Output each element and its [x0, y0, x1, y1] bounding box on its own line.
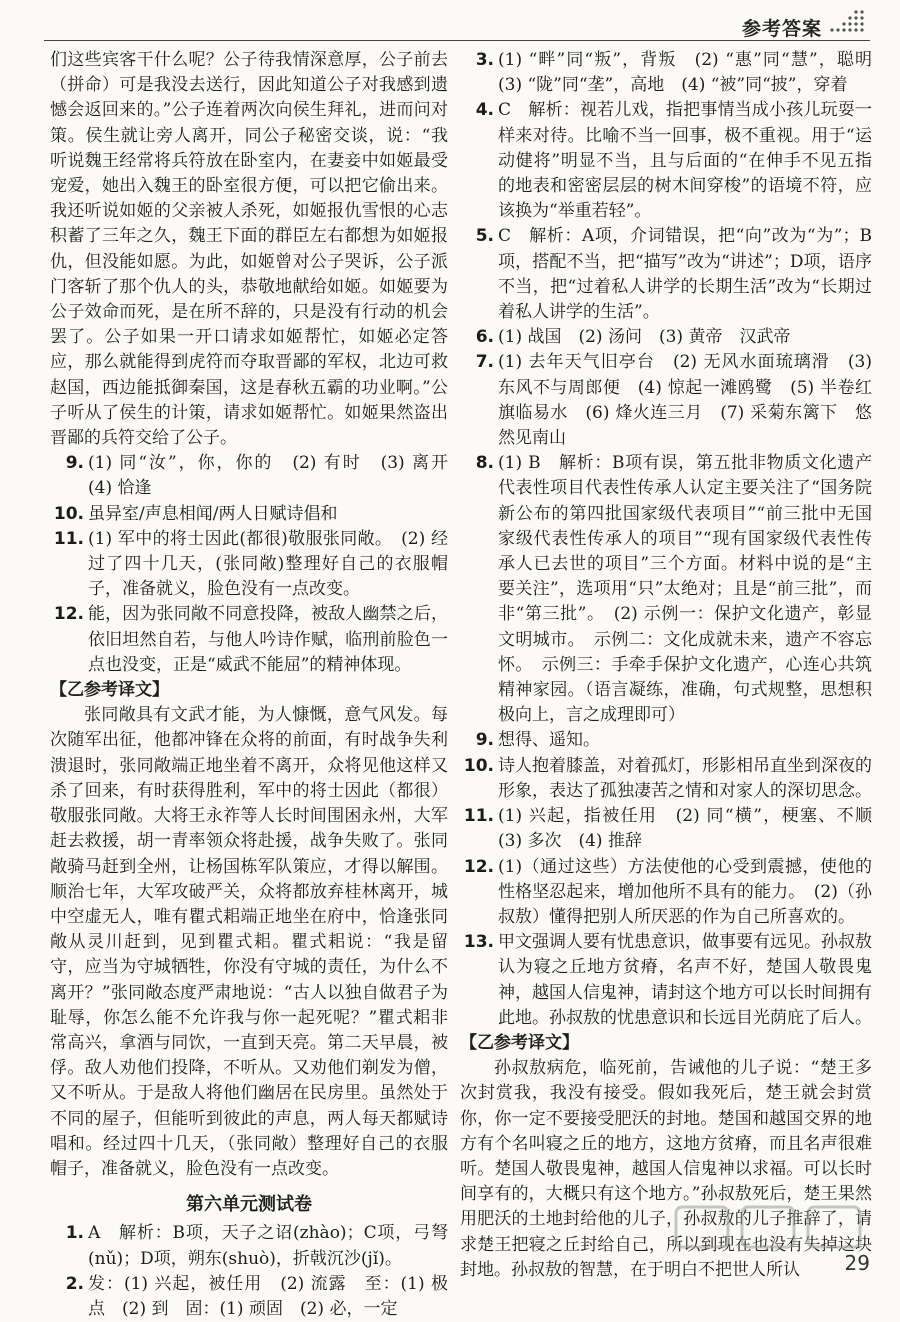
- answer-item-10: [50, 502, 448, 527]
- item-number: 1.: [65, 1223, 84, 1244]
- item-number: 10.: [53, 503, 84, 524]
- answer-item-9-right: [460, 728, 872, 753]
- answer-item-3: [460, 48, 889, 98]
- item-text: (1) 兴起，指被任用 (2) 同“横”，梗塞、不顺 (3) 多次 (4) 推辞: [498, 806, 889, 852]
- item-number: 6.: [475, 327, 494, 348]
- item-number: 7.: [475, 352, 494, 373]
- page-number: 29: [844, 1251, 870, 1275]
- item-text: 甲文强调人要有忧患意识，做事要有远见。孙叔敖认为寝之丘地方贫瘠，名声不好，楚国人敬畏鬼神，越国人信鬼神，请封这个地方可以长时间拥有此地。孙叔敖的忧患意识和长远目光荫庇了后人。: [498, 932, 872, 1028]
- answer-item-11-right: [460, 804, 889, 854]
- item-number: 8.: [475, 453, 494, 474]
- answer-item-7: [460, 350, 872, 451]
- item-text: (1) 战国 (2) 汤问 (3) 黄帝 汉武帝: [498, 327, 791, 348]
- unit-title: 第六单元测试卷: [186, 1194, 312, 1216]
- item-text: 发：(1) 兴起，被任用 (2) 流露 至：(1) 极点 (2) 到 固：(1) 顽固 (2) 必，一定: [88, 1273, 448, 1319]
- item-text: 诗人抱着膝盖，对着孤灯，形影相吊直坐到深夜的形象，表达了孤独凄苦之情和对家人的深切思念。: [498, 755, 872, 801]
- translation-text: 张同敞具有文武才能，为人慷慨，意气风发。每次随军出征，他都冲锋在众将的前面，有时战争失利溃退时，张同敞端正地坐着不离开，众将见他这样又杀了回来，有时获得胜利，军中的将士因此（都很）敬服张同敞。大将王永祚等人长时间围困永州，大军赶去救援，胡一青率领众将赴援，战争失败了。张同敞骑马赶到全州，让杨国栋军队策应，才得以解围。顺治七年，大军攻破严关，众将都放弃桂林离开，城中空虚无人，唯有瞿式耜端正地坐在府中，恰逢张同敞从灵川赶到，见到瞿式耜。瞿式耜说：“我是留守，应当为守城牺牲，你没有守城的责任，为什么不离开？”张同敞态度严肃地说：“古人以独自做君子为耻辱，你怎么能不允许我与你一起死呢？”瞿式耜非常高兴，拿酒与同饮，一直到天亮。第二天早晨，被俘。敌人劝他们投降，不听从。又劝他们剃发为僧，又不听从。于是敌人将他们幽居在民房里。虽然处于不同的屋子，但能听到彼此的声息，两人每天都赋诗唱和。经过四十几天，（张同敞）整理好自己的衣服帽子，准备就义，脸色没有一点改变。: [50, 705, 448, 1179]
- page-header: [0, 0, 900, 46]
- item-number: 11.: [53, 528, 84, 549]
- left-column: [50, 48, 465, 1322]
- item-text: C 解析：A项，介词错误，把“向”改为“为”；B项，搭配不当，把“描写”改为“讲述”；D项，语序不当，把“过着私人讲学的长期生活”改为“长期过着私人讲学的生活”。: [498, 226, 872, 323]
- item-text: 虽异室/声息相闻/两人日赋诗倡和: [88, 503, 338, 524]
- answer-item-2: [50, 1272, 448, 1322]
- item-text: (1) “畔”同“叛”，背叛 (2) “惠”同“慧”，聪明 (3) “陇”同“垄”，高地 (4) “被”同“披”，穿着: [498, 50, 889, 96]
- item-number: 10.: [463, 755, 494, 776]
- item-text: (1)（通过这些）方法使他的心受到震撼，使他的性格坚忍起来，增加他所不具有的能力。 (2)（孙叔敖）懂得把别人所厌恶的作为自己所喜欢的。: [498, 856, 872, 927]
- answer-item-5: [460, 224, 872, 325]
- answer-item-4: [460, 98, 872, 224]
- answer-item-12: [50, 602, 448, 678]
- answer-item-8: [460, 451, 872, 728]
- answer-item-6: [460, 325, 872, 350]
- item-number: 4.: [475, 100, 494, 121]
- answer-item-1: [50, 1221, 448, 1271]
- item-text: C 解析：视若儿戏，指把事情当成小孩儿玩耍一样来对待。比喻不当一回事，极不重视。用于“运动健将”明显不当，且与后面的“在伸手不见五指的地表和密密层层的树木间穿梭”的语境不符，应该换为“举重若轻”。: [498, 100, 872, 222]
- header-divider: [44, 40, 870, 41]
- item-text: A 解析：B项，天子之诏(zhào)；C项，弓弩(nǔ)；D项，朔东(shuò)，折戟沉沙(jǐ)。: [88, 1223, 448, 1269]
- item-text: (1) 军中的将士因此(都很)敬服张同敞。 (2) 经过了四十几天，(张同敞)整理好自己的衣服帽子，准备就义，脸色没有一点改变。: [88, 528, 448, 600]
- item-text: (1) 去年天气旧亭台 (2) 无风水面琉璃滑 (3) 东风不与周郎便 (4) 惊起一滩鸥鹭 (5) 半卷红旗临易水 (6) 烽火连三月 (7) 采菊东篱下 悠然见南山: [498, 352, 872, 449]
- dot-grid-icon: [826, 8, 866, 34]
- item-number: 12.: [463, 856, 494, 877]
- header-title: 参考答案: [741, 18, 822, 40]
- item-text: 能，因为张同敞不同意投降，被敌人幽禁之后，依旧坦然自若，与他人吟诗作赋，临刑前脸色一点也没变，正是“威武不能屈”的精神体现。: [88, 604, 448, 675]
- right-column: [460, 48, 889, 1283]
- item-number: 9.: [475, 730, 494, 751]
- answer-item-11: [50, 527, 448, 603]
- item-number: 5.: [475, 226, 494, 247]
- answer-item-9: [50, 451, 465, 501]
- item-number: 11.: [463, 806, 494, 827]
- translation-text: 孙叔敖病危，临死前，告诫他的儿子说：“楚王多次封赏我，我没有接受。假如我死后，楚王就会封赏你，你一定不要接受肥沃的封地。楚国和越国交界的地方有个名叫寝之丘的地方，这地方贫瘠，而且名声很难听。楚国人敬畏鬼神，越国人信鬼神以求福。可以长时间享有的，大概只有这个地方。”孙叔敖死后，楚王果然用肥沃的土地封给他的儿子，孙叔敖的儿子推辞了，请求楚王把寝之丘封给自己，所以到现在也没有失掉这块封地。孙叔敖的智慧，在于明白不把世人所认: [460, 1058, 872, 1280]
- translation-continued: 们这些宾客干什么呢？公子待我情深意厚，公子前去（拼命）可是我没去送行，因此知道公子对我感到遗憾会返回来的。”公子连着两次向侯生拜礼，进而问对策。侯生就让旁人离开，同公子秘密交谈，说：“我听说魏王经常将兵符放在卧室内，在妻妾中如姬最受宠爱，她出入魏王的卧室很方便，可以把它偷出来。我还听说如姬的父亲被人杀死，如姬报仇雪恨的心志积蓄了三年之久，魏王下面的群臣左右都想为如姬报仇，但没能如愿。为此，如姬曾对公子哭诉，公子派门客斩了那个仇人的头，恭敬地献给如姬。如姬要为公子效命而死，是在所不辞的，只是没有行动的机会罢了。公子如果一开口请求如姬帮忙，如姬必定答应，那么就能得到虎符而夺取晋鄙的军权，北边可救赵国，西边能抵御秦国，这是春秋五霸的功业啊。”公子听从了侯生的计策，请求如姬帮忙。如姬果然盗出晋鄙的兵符交给了公子。: [50, 50, 448, 449]
- item-number: 13.: [463, 932, 494, 953]
- answer-item-10-right: [460, 754, 872, 804]
- item-text: 想得、遥知。: [498, 730, 600, 751]
- translation-label: 【乙参考译文】: [50, 680, 169, 701]
- watermark-logo: [672, 1201, 872, 1271]
- item-number: 12.: [53, 604, 84, 625]
- answer-item-13: [460, 930, 872, 1031]
- item-number: 3.: [475, 50, 494, 70]
- translation-label: 【乙参考译文】: [460, 1032, 579, 1053]
- item-text: (1) B 解析：B项有误，第五批非物质文化遗产代表性项目代表性传承人认定主要关注了“国务院新公布的第四批国家级代表项目”“前三批中无国家级代表性传承人的项目”“现有国家级代表性传承人已去世的项目”三个方面。材料中说的是“主要关注”，选项用“只”太绝对；且是“前三批”，而非“第三批”。 (2) 示例一：保护文化遗产，彰显文明城市。 示例二：文化成就未来，遗产不容忘怀。 示例三：手牵手保护文化遗产，心连心共筑精神家园。（语言凝练，准确，句式规整，思想积极向上，言之成理即可）: [498, 453, 872, 726]
- item-text: (1) 同“汝”，你，你的 (2) 有时 (3) 离开 (4) 恰逢: [88, 453, 465, 499]
- item-number: 2.: [65, 1273, 84, 1294]
- answer-item-12-right: [460, 855, 872, 931]
- item-number: 9.: [65, 453, 84, 474]
